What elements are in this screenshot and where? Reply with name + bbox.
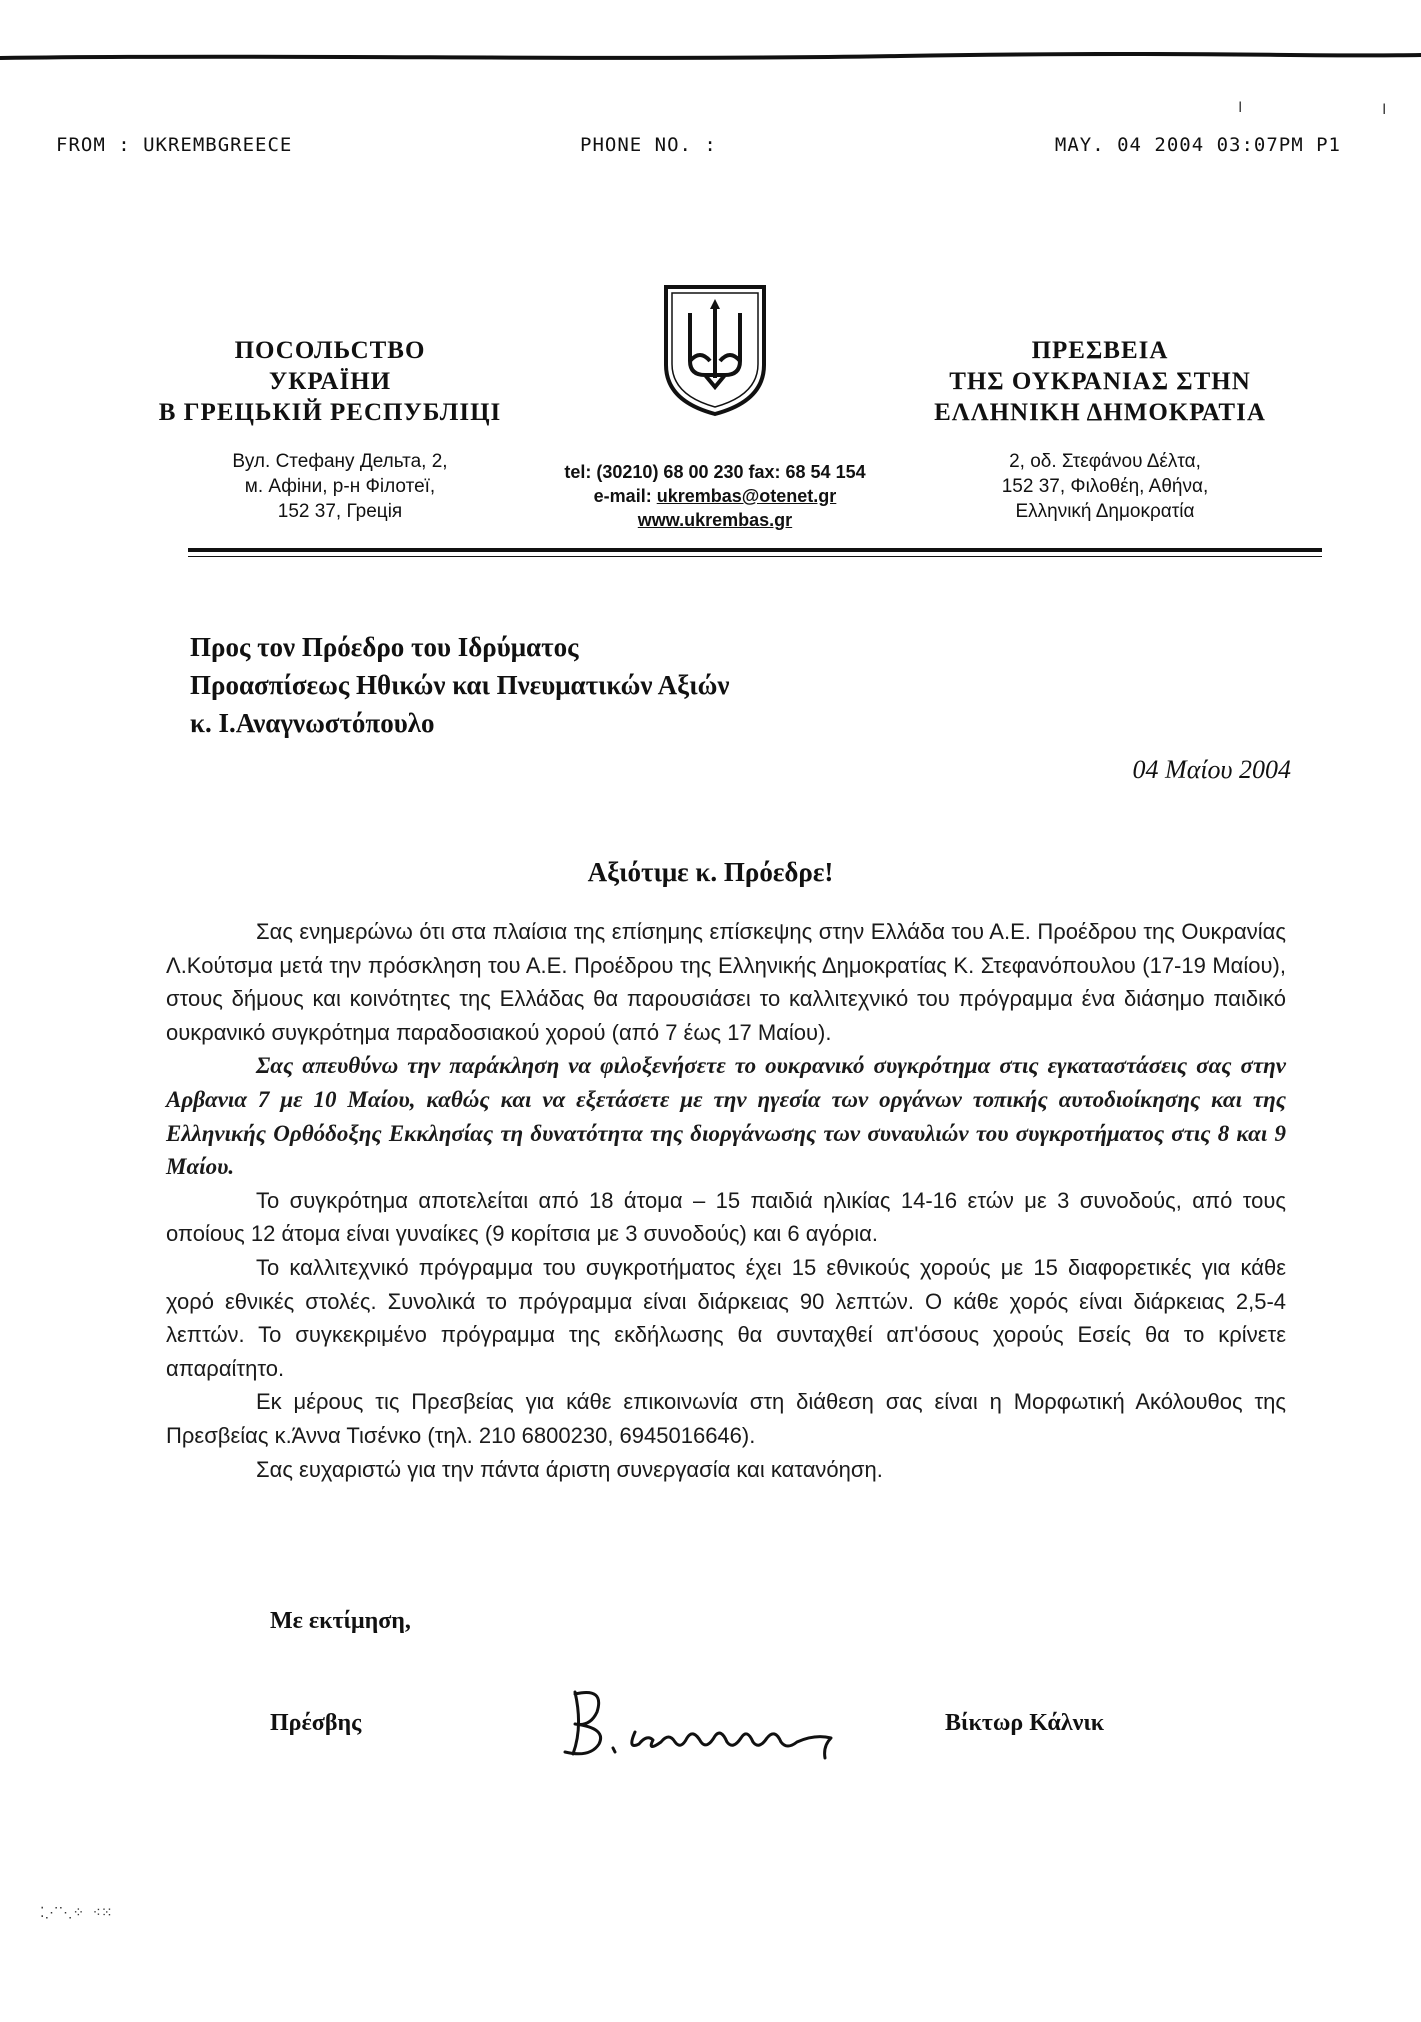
gr-name-line: ΠΡΕΣΒΕΙΑ <box>1031 337 1169 364</box>
ukrainian-embassy-name <box>130 335 530 428</box>
greek-embassy-name <box>900 335 1300 428</box>
embassy-contact <box>525 460 905 532</box>
recipient-line: Προς τον Πρόεδρο του Ιδρύματος <box>190 632 579 662</box>
ua-name-line: УКРАЇНИ <box>268 368 392 395</box>
scan-noise: ǀ <box>1236 100 1245 116</box>
closing: Με εκτίμηση, <box>270 1608 411 1634</box>
letterhead-rule-thin <box>188 556 1322 557</box>
ua-name-line: В ГРЕЦЬКІЙ РЕСПУБЛІЦІ <box>158 399 502 426</box>
email-line <box>525 484 905 508</box>
fax-phone: PHONE NO. : <box>580 134 717 156</box>
gr-address-line: 152 37, Φιλοθέη, Αθήνα, <box>1001 476 1209 497</box>
trident-emblem <box>660 283 770 418</box>
gr-name-line: ΕΛΛΗΝΙΚΗ ΔΗΜΟΚΡΑΤΙΑ <box>934 399 1266 426</box>
website-link[interactable]: www.ukrembas.gr <box>637 510 793 530</box>
gr-address-line: Ελληνική Δημοκρατία <box>1015 501 1195 522</box>
letter-date: 04 Μαίου 2004 <box>1132 755 1291 784</box>
recipient-line: Προασπίσεως Ηθικών και Πνευματικών Αξιών <box>190 670 730 700</box>
scan-noise: ǀ <box>1380 102 1389 118</box>
signatory-name: Βίκτωρ Κάλνικ <box>945 1710 1105 1736</box>
body-paragraph: Σας ευχαριστώ για την πάντα άριστη συνεργασία και κατανόηση. <box>256 1456 883 1482</box>
recipient-line: κ. Ι.Αναγνωστόπουλο <box>190 708 435 738</box>
greek-address <box>935 449 1275 524</box>
tel-fax: tel: (30210) 68 00 230 fax: 68 54 154 <box>564 462 866 482</box>
gr-name-line: ΤΗΣ ΟΥΚΡΑΝΙΑΣ ΣΤΗΝ <box>949 368 1251 395</box>
fax-from: FROM : UKREMBGREECE <box>56 134 293 156</box>
fax-top-border <box>0 52 1421 62</box>
request-paragraph: Σας απευθύνω την παράκληση να φιλοξενήσετε το ουκρανικό συγκρότημα στις εγκαταστάσεις σας στην Αρβανια 7 με 10 Μαίου, καθώς και να εξετάσετε με την ηγεσία των οργάνων τοπικής αυτοδιοίκησης και της Ελληνικής Ορθόδοξης Εκκλησίας τη δυνατότητα της διοργάνωσης των συναυλιών του συγκροτήματος στις 8 και 9 Μαίου. <box>166 1053 1286 1180</box>
ua-address-line: м. Афіни, р-н Філотеї, <box>244 476 436 497</box>
scan-noise: ⁚⋰⋱⁘ ⁖⁙ <box>40 1905 113 1921</box>
handwritten-signature <box>535 1672 855 1767</box>
email-label: e-mail: <box>593 486 657 506</box>
salutation: Αξιότιμε κ. Πρόεδρε! <box>587 857 834 887</box>
ua-address-line: 152 37, Греція <box>277 501 403 522</box>
body-paragraph: Σας ενημερώνω ότι στα πλαίσια της επίσημης επίσκεψης στην Ελλάδα του Α.Ε. Προέδρου της Ουκρανίας Λ.Κούτσμα μετά την πρόσκληση του Α.Ε. Προέδρου της Ελληνικής Δημοκρατίας Κ. Στεφανόπουλου (17-19 Μαίου), στους δήμους και κοινότητες της Ελλάδας θα παρουσιάσει το καλλιτεχνικό του πρόγραμμα ένα διάσημο παιδικό ουκρανικό συγκρότημα παραδοσιακού χορού (από 7 έως 17 Μαίου). <box>166 919 1286 1045</box>
letterhead-rule-thick <box>188 548 1322 552</box>
fax-datetime: MAY. 04 2004 03:07PM P1 <box>1054 134 1341 156</box>
email-link[interactable]: ukrembas@otenet.gr <box>656 486 837 506</box>
body-paragraph: Το συγκρότημα αποτελείται από 18 άτομα – 15 παιδιά ηλικίας 14-16 ετών με 3 συνοδούς, από τους οποίους 12 άτομα είναι γυναίκες (9 κορίτσια με 3 συνοδούς) και 6 αγόρια. <box>166 1187 1286 1247</box>
body-paragraph: Το καλλιτεχνικό πρόγραμμα του συγκροτήματος έχει 15 εθνικούς χορούς με 15 διαφορετικές για κάθε χορό εθνικές στολές. Συνολικά το πρόγραμμα είναι διάρκειας 90 λεπτών. Ο κάθε χορός είναι διάρκειας 2,5-4 λεπτών. Το συγκεκριμένο πρόγραμμα της εκδήλωσης θα συνταχθεί απ'όσους χορούς Εσείς θα το κρίνετε απαραίτητο. <box>166 1254 1286 1381</box>
letter-body <box>166 915 1286 1486</box>
recipient-block <box>190 628 729 742</box>
ua-address-line: Вул. Стефану Дельта, 2, <box>232 451 448 472</box>
ukrainian-address <box>190 449 490 524</box>
body-paragraph: Εκ μέρους τις Πρεσβείας για κάθε επικοινωνία στη διάθεση σας είναι η Μορφωτική Ακόλουθος της Πρεσβείας κ.Άννα Τισένκο (τηλ. 210 6800230, 6945016646). <box>166 1389 1286 1448</box>
gr-address-line: 2, οδ. Στεφάνου Δέλτα, <box>1009 451 1201 472</box>
signatory-title: Πρέσβης <box>270 1710 362 1736</box>
ua-name-line: ПОСОЛЬСТВО <box>234 337 426 364</box>
